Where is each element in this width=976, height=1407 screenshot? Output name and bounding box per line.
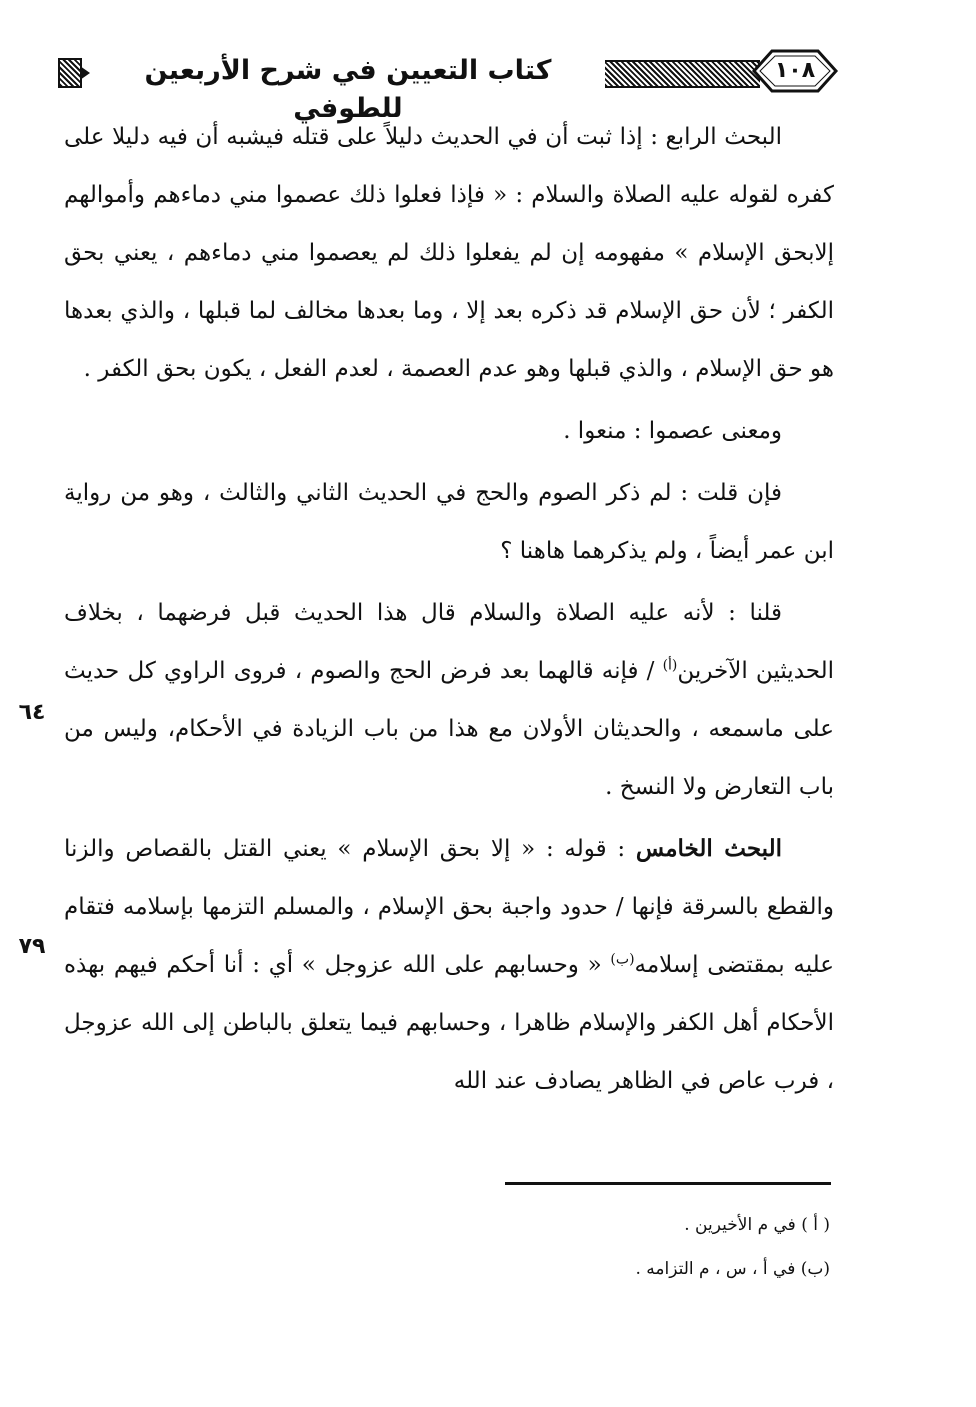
- main-text: [64, 108, 834, 1110]
- paragraph: [64, 108, 834, 398]
- margin-folio-number: ٧٩: [18, 934, 46, 959]
- paragraph: [64, 820, 834, 1110]
- paragraph-text: البحث الرابع : إذا ثبت أن في الحديث دليلاً على قتله فيشبه أن فيه دليلا على كفره لقوله عليه الصلاة والسلام : « فإذا فعلوا ذلك عصموا مني دماءهم وأموالهم إلابحق الإسلام » مفهومه إن لم يفعلوا ذلك لم يعصموا مني دماءهم ، يعني بحق الكفر ؛ لأن حق الإسلام قد ذكره بعد إلا ، وما بعدها مخالف لما قبلها ، والذي بعدها هو حق الإسلام ، والذي قبلها وهو عدم العصمة ، لعدم الفعل ، يكون بحق الكفر .: [64, 124, 834, 382]
- paragraph-text: فإن قلت : لم ذكر الصوم والحج في الحديث الثاني والثالث ، وهو من رواية ابن عمر أيضاً ، ولم يذكرهما هاهنا ؟: [64, 480, 834, 564]
- paragraph-text-continued: / فإنه قالهما بعد فرض الحج والصوم ، فروى الراوي كل حديث على ماسمعه ، والحديثان الأولان مع هذا من باب الزيادة في الأحكام، وليس من باب التعارض ولا النسخ .: [64, 658, 834, 800]
- footnote: ( أ ) في م الأخيرين .: [684, 1215, 830, 1235]
- header-ornament-left: [58, 58, 82, 88]
- footnote-separator: [505, 1182, 831, 1185]
- paragraph-text-continued: « وحسابهم على الله عزوجل » أي : أنا أحكم فيهم بهذه الأحكام أهل الكفر والإسلام ظاهرا ، وحسابهم فيما يتعلق بالباطن إلى الله عزوجل ، فرب عاص في الظاهر يصادف عند الله: [64, 952, 834, 1094]
- page-header: [50, 42, 840, 124]
- footnotes: [400, 1210, 830, 1298]
- section-lead: البحث الخامس: [635, 835, 783, 862]
- paragraph: [64, 584, 834, 816]
- footnote-reference: (ب): [610, 951, 635, 968]
- footnote-reference: (أ): [662, 657, 678, 674]
- paragraph: [64, 402, 834, 460]
- paragraph-text: : قوله : « إلا بحق الإسلام » يعني القتل بالقصاص والزنا والقطع بالسرقة فإنها / حدود واجبة بحق الإسلام ، والمسلم التزمها بإسلامه فتقام عليه بمقتضى إسلامه: [64, 836, 834, 978]
- margin-folio-number: ٦٤: [18, 700, 46, 725]
- footnote: (ب) في أ ، س ، م التزامه .: [635, 1259, 830, 1279]
- running-title: كتاب التعيين في شرح الأربعين للطوفي: [144, 55, 552, 124]
- header-ornament-band: [605, 60, 760, 88]
- paragraph: [64, 464, 834, 580]
- page-number: ١٠٨: [774, 58, 816, 83]
- page-number-frame: [750, 48, 840, 94]
- paragraph-text: قلنا : لأنه عليه الصلاة والسلام قال هذا الحديث قبل فرضهما ، بخلاف الحديثين الآخرين: [64, 600, 835, 684]
- paragraph-text: ومعنى عصموا : منعوا .: [563, 418, 782, 444]
